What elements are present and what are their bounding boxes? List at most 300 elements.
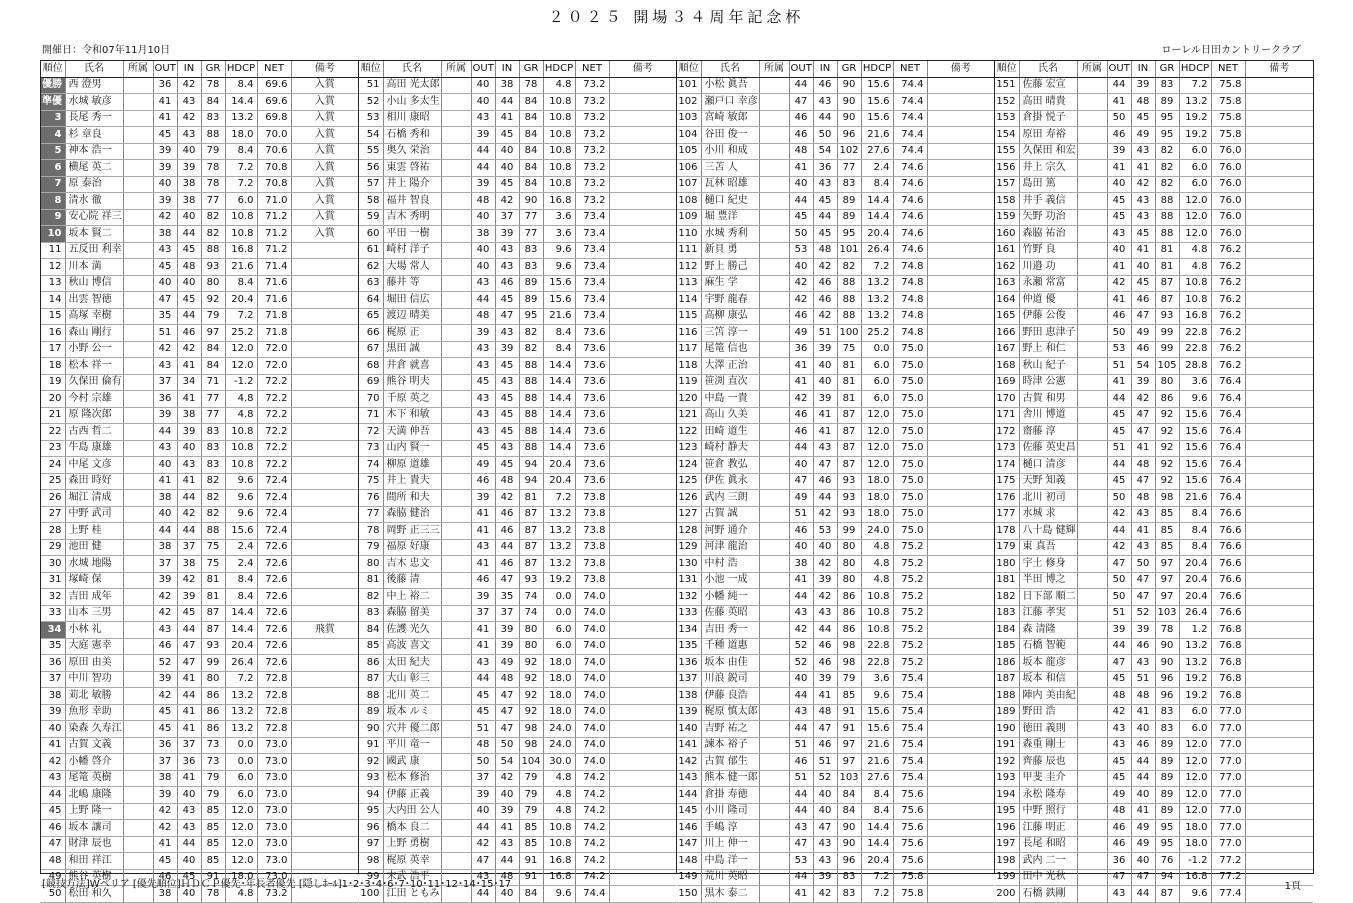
club-cell	[1077, 358, 1107, 375]
in-score-cell: 43	[177, 94, 201, 111]
table-row	[677, 506, 994, 523]
net-score-cell: 73.0	[257, 820, 291, 837]
gross-score-cell: 85	[519, 820, 543, 837]
remarks-cell: 入賞	[291, 176, 358, 193]
net-score-cell: 75.4	[893, 704, 927, 721]
remarks-cell	[609, 424, 676, 441]
handicap-cell: 0.0	[225, 754, 257, 771]
handicap-cell: 22.8	[861, 638, 893, 655]
player-name-cell: 甲斐 圭介	[1019, 770, 1077, 787]
player-name-cell: 柳原 道雄	[383, 457, 441, 474]
net-score-cell: 76.8	[1211, 655, 1245, 672]
club-cell	[1077, 226, 1107, 243]
rank-cell: 147	[677, 836, 701, 853]
in-score-cell: 40	[495, 160, 519, 177]
in-score-cell: 43	[177, 127, 201, 144]
player-name-cell: 江田 ともみ	[383, 886, 441, 903]
player-name-cell: 秋山 博信	[65, 275, 123, 292]
table-row	[359, 539, 676, 556]
gross-score-cell: 80	[519, 638, 543, 655]
rank-cell: 68	[359, 358, 383, 375]
table-row	[677, 605, 994, 622]
rank-cell: 48	[41, 853, 65, 870]
club-cell	[123, 490, 153, 507]
gross-score-cell: 88	[519, 391, 543, 408]
player-name-cell: 石橋 秀和	[383, 127, 441, 144]
remarks-cell	[291, 605, 358, 622]
player-name-cell: 高田 晴貴	[1019, 94, 1077, 111]
gross-score-cell: 80	[837, 539, 861, 556]
in-score-cell: 42	[495, 490, 519, 507]
remarks-cell	[1245, 506, 1313, 523]
player-name-cell: 舎川 博道	[1019, 407, 1077, 424]
out-score-cell: 43	[153, 358, 177, 375]
net-score-cell: 72.8	[257, 688, 291, 705]
table-row	[677, 803, 994, 820]
in-score-cell: 41	[1131, 803, 1155, 820]
out-score-cell: 39	[471, 176, 495, 193]
handicap-cell: 12.0	[1179, 787, 1211, 804]
gross-score-cell: 80	[519, 622, 543, 639]
rank-cell: 171	[995, 407, 1019, 424]
club-cell	[759, 209, 789, 226]
club-cell	[759, 506, 789, 523]
column-header: 備考	[609, 61, 676, 77]
in-score-cell: 39	[177, 424, 201, 441]
club-cell	[441, 605, 471, 622]
out-score-cell: 46	[789, 424, 813, 441]
club-cell	[441, 770, 471, 787]
club-cell	[123, 770, 153, 787]
player-name-cell: 千原 英之	[383, 391, 441, 408]
out-score-cell: 42	[1107, 506, 1131, 523]
out-score-cell: 50	[789, 226, 813, 243]
rank-cell: 194	[995, 787, 1019, 804]
player-name-cell: 上野 隆一	[65, 803, 123, 820]
table-row	[41, 671, 358, 688]
handicap-cell: 13.2	[225, 721, 257, 738]
header-row	[677, 61, 994, 77]
table-row	[41, 572, 358, 589]
remarks-cell	[1245, 770, 1313, 787]
remarks-cell	[927, 193, 994, 210]
handicap-cell: 20.4	[543, 457, 575, 474]
rank-cell: 160	[995, 226, 1019, 243]
gross-score-cell: 90	[1155, 655, 1179, 672]
gross-score-cell: 91	[837, 704, 861, 721]
handicap-cell: 22.8	[861, 655, 893, 672]
rank-cell: 156	[995, 160, 1019, 177]
player-name-cell: 坂本 賢二	[65, 226, 123, 243]
net-score-cell: 75.4	[893, 688, 927, 705]
out-score-cell: 46	[789, 110, 813, 127]
player-name-cell: 三苫 人	[701, 160, 759, 177]
out-score-cell: 50	[1107, 110, 1131, 127]
rank-cell: 19	[41, 374, 65, 391]
in-score-cell: 40	[177, 886, 201, 903]
out-score-cell: 41	[1107, 292, 1131, 309]
handicap-cell: 30.0	[543, 754, 575, 771]
in-score-cell: 40	[495, 886, 519, 903]
rank-cell: 121	[677, 407, 701, 424]
gross-score-cell: 82	[201, 490, 225, 507]
net-score-cell: 76.4	[1211, 424, 1245, 441]
player-name-cell: 宇土 修身	[1019, 556, 1077, 573]
gross-score-cell: 86	[837, 605, 861, 622]
net-score-cell: 75.8	[1211, 94, 1245, 111]
player-name-cell: 諫本 裕子	[701, 737, 759, 754]
handicap-cell: 13.2	[1179, 655, 1211, 672]
remarks-cell	[1245, 589, 1313, 606]
net-score-cell: 72.0	[257, 358, 291, 375]
player-name-cell: 古西 哲二	[65, 424, 123, 441]
net-score-cell: 73.6	[575, 358, 609, 375]
gross-score-cell: 92	[1155, 440, 1179, 457]
remarks-cell	[609, 94, 676, 111]
table-row	[677, 836, 994, 853]
net-score-cell: 76.8	[1211, 638, 1245, 655]
club-cell	[1077, 407, 1107, 424]
club-cell	[759, 523, 789, 540]
rank-cell: 78	[359, 523, 383, 540]
in-score-cell: 40	[495, 143, 519, 160]
remarks-cell	[609, 589, 676, 606]
net-score-cell: 75.0	[893, 424, 927, 441]
handicap-cell: 10.8	[543, 820, 575, 837]
handicap-cell: 6.0	[225, 770, 257, 787]
rank-cell: 126	[677, 490, 701, 507]
out-score-cell: 44	[1107, 638, 1131, 655]
in-score-cell: 41	[495, 110, 519, 127]
handicap-cell: 3.6	[1179, 374, 1211, 391]
remarks-cell	[291, 803, 358, 820]
handicap-cell: 20.4	[225, 638, 257, 655]
out-score-cell: 43	[471, 341, 495, 358]
remarks-cell	[1245, 193, 1313, 210]
net-score-cell: 72.4	[257, 506, 291, 523]
handicap-cell: 15.6	[543, 275, 575, 292]
player-name-cell: 古賀 和男	[1019, 391, 1077, 408]
in-score-cell: 40	[177, 275, 201, 292]
in-score-cell: 43	[495, 440, 519, 457]
net-score-cell: 75.8	[1211, 110, 1245, 127]
player-name-cell: 大澤 正治	[701, 358, 759, 375]
in-score-cell: 39	[177, 160, 201, 177]
player-name-cell: 東雲 啓祐	[383, 160, 441, 177]
rank-cell: 65	[359, 308, 383, 325]
out-score-cell: 45	[1107, 209, 1131, 226]
handicap-cell: 15.6	[1179, 424, 1211, 441]
net-score-cell: 72.2	[257, 457, 291, 474]
remarks-cell	[291, 539, 358, 556]
out-score-cell: 41	[153, 836, 177, 853]
player-name-cell: 島田 篤	[1019, 176, 1077, 193]
in-score-cell: 50	[1131, 556, 1155, 573]
remarks-cell	[609, 127, 676, 144]
out-score-cell: 45	[1107, 193, 1131, 210]
out-score-cell: 46	[1107, 127, 1131, 144]
table-row	[677, 490, 994, 507]
player-name-cell: 松本 祥一	[65, 358, 123, 375]
club-cell	[759, 589, 789, 606]
gross-score-cell: 103	[1155, 605, 1179, 622]
handicap-cell: 7.2	[225, 160, 257, 177]
club-cell	[1077, 77, 1107, 94]
player-name-cell: 江藤 明正	[1019, 820, 1077, 837]
player-name-cell: 間所 和夫	[383, 490, 441, 507]
in-score-cell: 44	[177, 836, 201, 853]
out-score-cell: 39	[471, 787, 495, 804]
net-score-cell: 74.6	[893, 242, 927, 259]
net-score-cell: 72.6	[257, 556, 291, 573]
gross-score-cell: 97	[837, 737, 861, 754]
rank-cell: 18	[41, 358, 65, 375]
out-score-cell: 46	[471, 572, 495, 589]
net-score-cell: 73.6	[575, 407, 609, 424]
remarks-cell	[1245, 275, 1313, 292]
table-row	[677, 622, 994, 639]
net-score-cell: 73.8	[575, 490, 609, 507]
remarks-cell	[927, 737, 994, 754]
handicap-cell: 15.6	[861, 110, 893, 127]
gross-score-cell: 93	[1155, 308, 1179, 325]
handicap-cell: 14.4	[543, 374, 575, 391]
table-row	[677, 853, 994, 870]
net-score-cell: 75.0	[893, 490, 927, 507]
out-score-cell: 37	[153, 556, 177, 573]
in-score-cell: 44	[495, 94, 519, 111]
club-cell	[1077, 193, 1107, 210]
table-row	[995, 275, 1313, 292]
club-cell	[1077, 473, 1107, 490]
table-row	[995, 523, 1313, 540]
in-score-cell: 42	[177, 506, 201, 523]
remarks-cell	[927, 671, 994, 688]
handicap-cell: 15.6	[861, 704, 893, 721]
net-score-cell: 77.0	[1211, 754, 1245, 771]
net-score-cell: 76.2	[1211, 292, 1245, 309]
in-score-cell: 44	[177, 308, 201, 325]
out-score-cell: 42	[789, 275, 813, 292]
column-header: 備考	[927, 61, 994, 77]
rank-cell: 50	[41, 886, 65, 903]
table-row	[995, 407, 1313, 424]
club-cell	[759, 572, 789, 589]
net-score-cell: 74.4	[893, 77, 927, 94]
in-score-cell: 38	[177, 193, 201, 210]
handicap-cell: 15.6	[861, 77, 893, 94]
table-row	[677, 226, 994, 243]
rank-cell: 28	[41, 523, 65, 540]
out-score-cell: 39	[153, 671, 177, 688]
table-row	[995, 160, 1313, 177]
gross-score-cell: 73	[201, 737, 225, 754]
table-row	[677, 143, 994, 160]
out-score-cell: 43	[153, 440, 177, 457]
in-score-cell: 45	[495, 358, 519, 375]
out-score-cell: 52	[789, 638, 813, 655]
in-score-cell: 39	[1131, 374, 1155, 391]
handicap-cell: 24.0	[861, 523, 893, 540]
out-score-cell: 36	[153, 737, 177, 754]
handicap-cell: 14.4	[543, 440, 575, 457]
handicap-cell: 9.6	[225, 506, 257, 523]
table-row	[359, 770, 676, 787]
remarks-cell	[927, 242, 994, 259]
in-score-cell: 39	[495, 622, 519, 639]
remarks-cell	[609, 688, 676, 705]
remarks-cell	[291, 671, 358, 688]
gross-score-cell: 92	[1155, 457, 1179, 474]
net-score-cell: 76.6	[1211, 556, 1245, 573]
gross-score-cell: 78	[201, 886, 225, 903]
out-score-cell: 44	[789, 77, 813, 94]
in-score-cell: 45	[495, 424, 519, 441]
net-score-cell: 72.4	[257, 490, 291, 507]
player-name-cell: 樋口 清彦	[1019, 457, 1077, 474]
in-score-cell: 43	[813, 94, 837, 111]
handicap-cell: 10.8	[543, 176, 575, 193]
out-score-cell: 45	[471, 704, 495, 721]
net-score-cell: 75.4	[893, 737, 927, 754]
net-score-cell: 73.6	[575, 325, 609, 342]
rank-cell: 195	[995, 803, 1019, 820]
column-header: GR	[837, 61, 861, 77]
handicap-cell: 4.8	[543, 787, 575, 804]
club-cell	[441, 391, 471, 408]
out-score-cell: 42	[1107, 539, 1131, 556]
handicap-cell: 7.2	[861, 886, 893, 903]
remarks-cell	[1245, 94, 1313, 111]
remarks-cell: 入賞	[291, 160, 358, 177]
gross-score-cell: 83	[201, 440, 225, 457]
rank-cell: 3	[41, 110, 65, 127]
remarks-cell	[927, 754, 994, 771]
in-score-cell: 40	[177, 143, 201, 160]
player-name-cell: 伊藤 公俊	[1019, 308, 1077, 325]
in-score-cell: 43	[495, 259, 519, 276]
rank-cell: 184	[995, 622, 1019, 639]
out-score-cell: 51	[1107, 358, 1131, 375]
rank-cell: 90	[359, 721, 383, 738]
net-score-cell: 73.4	[575, 226, 609, 243]
in-score-cell: 40	[813, 374, 837, 391]
rank-cell: 134	[677, 622, 701, 639]
table-row	[359, 424, 676, 441]
gross-score-cell: 77	[837, 160, 861, 177]
remarks-cell	[291, 820, 358, 837]
remarks-cell	[1245, 803, 1313, 820]
remarks-cell: 入賞	[291, 94, 358, 111]
rank-cell: 10	[41, 226, 65, 243]
rank-cell: 89	[359, 704, 383, 721]
gross-score-cell: 87	[519, 506, 543, 523]
gross-score-cell: 94	[519, 457, 543, 474]
club-cell	[441, 853, 471, 870]
out-score-cell: 46	[789, 523, 813, 540]
remarks-cell	[609, 308, 676, 325]
net-score-cell: 71.6	[257, 292, 291, 309]
table-row	[41, 655, 358, 672]
table-row	[41, 539, 358, 556]
remarks-cell	[291, 770, 358, 787]
club-cell	[1077, 143, 1107, 160]
table-row	[677, 787, 994, 804]
out-score-cell: 39	[153, 143, 177, 160]
rank-cell: 4	[41, 127, 65, 144]
player-name-cell: 梶原 正	[383, 325, 441, 342]
club-cell	[123, 589, 153, 606]
in-score-cell: 42	[1131, 176, 1155, 193]
player-name-cell: 原田 由美	[65, 655, 123, 672]
club-cell	[123, 638, 153, 655]
net-score-cell: 74.0	[575, 589, 609, 606]
remarks-cell	[1245, 440, 1313, 457]
club-cell	[1077, 506, 1107, 523]
gross-score-cell: 82	[519, 341, 543, 358]
column-header: 所属	[123, 61, 153, 77]
remarks-cell	[291, 589, 358, 606]
player-name-cell: 田中 光秋	[1019, 869, 1077, 886]
gross-score-cell: 86	[837, 589, 861, 606]
rank-cell: 163	[995, 275, 1019, 292]
gross-score-cell: 86	[201, 688, 225, 705]
out-score-cell: 36	[153, 391, 177, 408]
player-name-cell: 坂本 和信	[1019, 671, 1077, 688]
table-row	[995, 721, 1313, 738]
rank-cell: 133	[677, 605, 701, 622]
net-score-cell: 73.2	[575, 176, 609, 193]
rank-cell: 132	[677, 589, 701, 606]
gross-score-cell: 91	[837, 721, 861, 738]
out-score-cell: 43	[471, 358, 495, 375]
rank-cell: 56	[359, 160, 383, 177]
in-score-cell: 47	[495, 721, 519, 738]
remarks-cell	[1245, 671, 1313, 688]
table-row	[995, 704, 1313, 721]
gross-score-cell: 79	[519, 770, 543, 787]
remarks-cell	[1245, 325, 1313, 342]
player-name-cell: 黒田 誠	[383, 341, 441, 358]
table-row	[359, 160, 676, 177]
club-cell	[1077, 391, 1107, 408]
club-cell	[1077, 292, 1107, 309]
gross-score-cell: 84	[519, 176, 543, 193]
in-score-cell: 47	[177, 638, 201, 655]
handicap-cell: 12.0	[225, 836, 257, 853]
gross-score-cell: 78	[201, 77, 225, 94]
table-row	[995, 556, 1313, 573]
player-name-cell: 小野 公一	[65, 341, 123, 358]
player-name-cell: 岡野 正三三	[383, 523, 441, 540]
net-score-cell: 77.0	[1211, 737, 1245, 754]
column-header: 備考	[291, 61, 358, 77]
remarks-cell	[927, 127, 994, 144]
remarks-cell	[291, 655, 358, 672]
player-name-cell: 堀田 信広	[383, 292, 441, 309]
out-score-cell: 41	[471, 556, 495, 573]
rank-cell: 53	[359, 110, 383, 127]
rank-cell: 92	[359, 754, 383, 771]
net-score-cell: 70.0	[257, 127, 291, 144]
table-row	[677, 292, 994, 309]
player-name-cell: 井倉 就喜	[383, 358, 441, 375]
club-cell	[1077, 787, 1107, 804]
gross-score-cell: 97	[1155, 589, 1179, 606]
out-score-cell: 41	[1107, 160, 1131, 177]
out-score-cell: 46	[789, 127, 813, 144]
out-score-cell: 40	[789, 539, 813, 556]
